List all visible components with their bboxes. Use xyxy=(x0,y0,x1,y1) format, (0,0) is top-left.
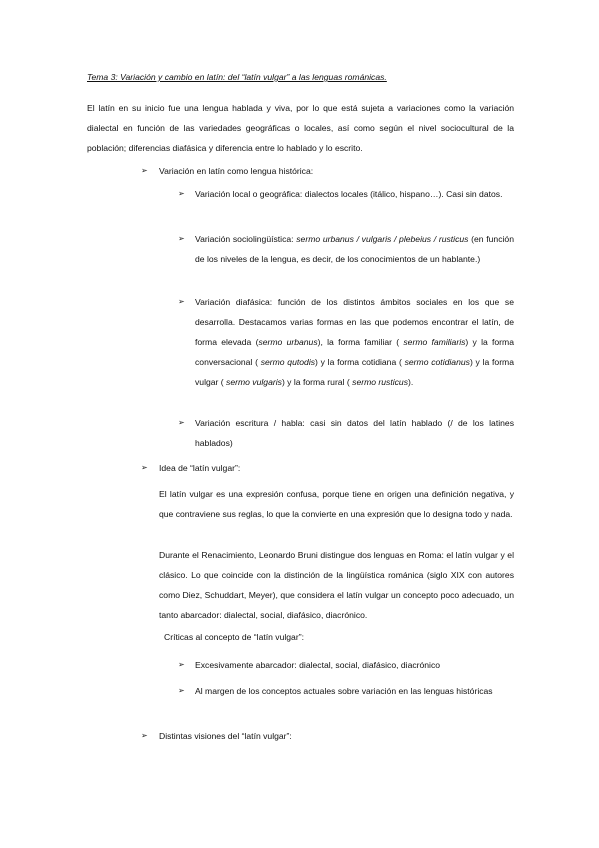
intro-paragraph: El latín en su inicio fue una lengua hablada y viva, por lo que está sujeta a variaciones como la variación dialectal en función de las variedades geográficas o locales, así como según el nivel sociocultural de la población; diferencias diafásica y diferencia entre lo hablado y lo escrito. xyxy=(87,103,514,153)
list-item-text: Variación local o geográfica: dialectos locales (itálico, hispano…). Casi sin datos. xyxy=(195,189,503,199)
page-title: Tema 3: Variación y cambio en latín: del “latín vulgar” a las lenguas románicas. xyxy=(87,72,387,82)
arrow-bullet-icon: ➢ xyxy=(178,297,185,306)
arrow-bullet-icon: ➢ xyxy=(178,660,185,669)
paragraph: El latín vulgar es una expresión confusa, porque tiene en origen una definición negativa, y que contraviene sus reglas, lo que la convierte en una expresión que lo designa todo y nada. xyxy=(159,489,514,519)
list-item-text: Variación escritura / habla: casi sin datos del latín hablado (/ de los latines hablados) xyxy=(195,418,514,448)
paragraph: Durante el Renacimiento, Leonardo Bruni distingue dos lenguas en Roma: el latín vulgar y el clásico. Lo que coincide con la distinción de la lingüística románica (siglo XIX con autores como Diez, Schuddart, Meyer), que considera el latín vulgar un concepto poco adecuado, un tanto abarcador: dialectal, social, diafásico, diacrónico. xyxy=(159,550,514,620)
list-item xyxy=(178,184,514,204)
list-item-text: Variación sociolingüística: sermo urbanus / vulgaris / plebeius / rusticus (en función de los niveles de la lengua, es decir, de los conocimientos de un hablante.) xyxy=(195,234,514,264)
section-3-heading: Distintas visiones del “latín vulgar”: xyxy=(159,731,292,741)
list-item xyxy=(178,292,514,392)
list-item xyxy=(178,229,514,269)
list-item xyxy=(178,413,514,453)
arrow-bullet-icon: ➢ xyxy=(141,166,148,175)
critics-heading: Críticas al concepto de “latín vulgar”: xyxy=(164,632,304,642)
arrow-bullet-icon: ➢ xyxy=(178,418,185,427)
list-item xyxy=(178,681,514,701)
list-item-text: Excesivamente abarcador: dialectal, social, diafásico, diacrónico xyxy=(195,660,441,670)
arrow-bullet-icon: ➢ xyxy=(141,463,148,472)
section-2-heading: Idea de “latín vulgar”: xyxy=(159,463,241,473)
arrow-bullet-icon: ➢ xyxy=(141,731,148,740)
arrow-bullet-icon: ➢ xyxy=(178,234,185,243)
list-item-text: Al margen de los conceptos actuales sobre variación en las lenguas históricas xyxy=(195,686,493,696)
list-item-text: Variación diafásica: función de los distintos ámbitos sociales en los que se desarrolla. Destacamos varias formas en las que podemos encontrar el latín, de forma elevada (sermo urbanus), la forma familiar ( sermo familiaris) y la forma conversacional ( sermo qutodis) y la forma cotidiana ( sermo cotidianus) y la forma vulgar ( sermo vulgaris) y la forma rural ( sermo rusticus). xyxy=(195,297,514,387)
list-item xyxy=(178,655,514,675)
section-1-heading: Variación en latín como lengua histórica: xyxy=(159,166,314,176)
arrow-bullet-icon: ➢ xyxy=(178,686,185,695)
arrow-bullet-icon: ➢ xyxy=(178,189,185,198)
